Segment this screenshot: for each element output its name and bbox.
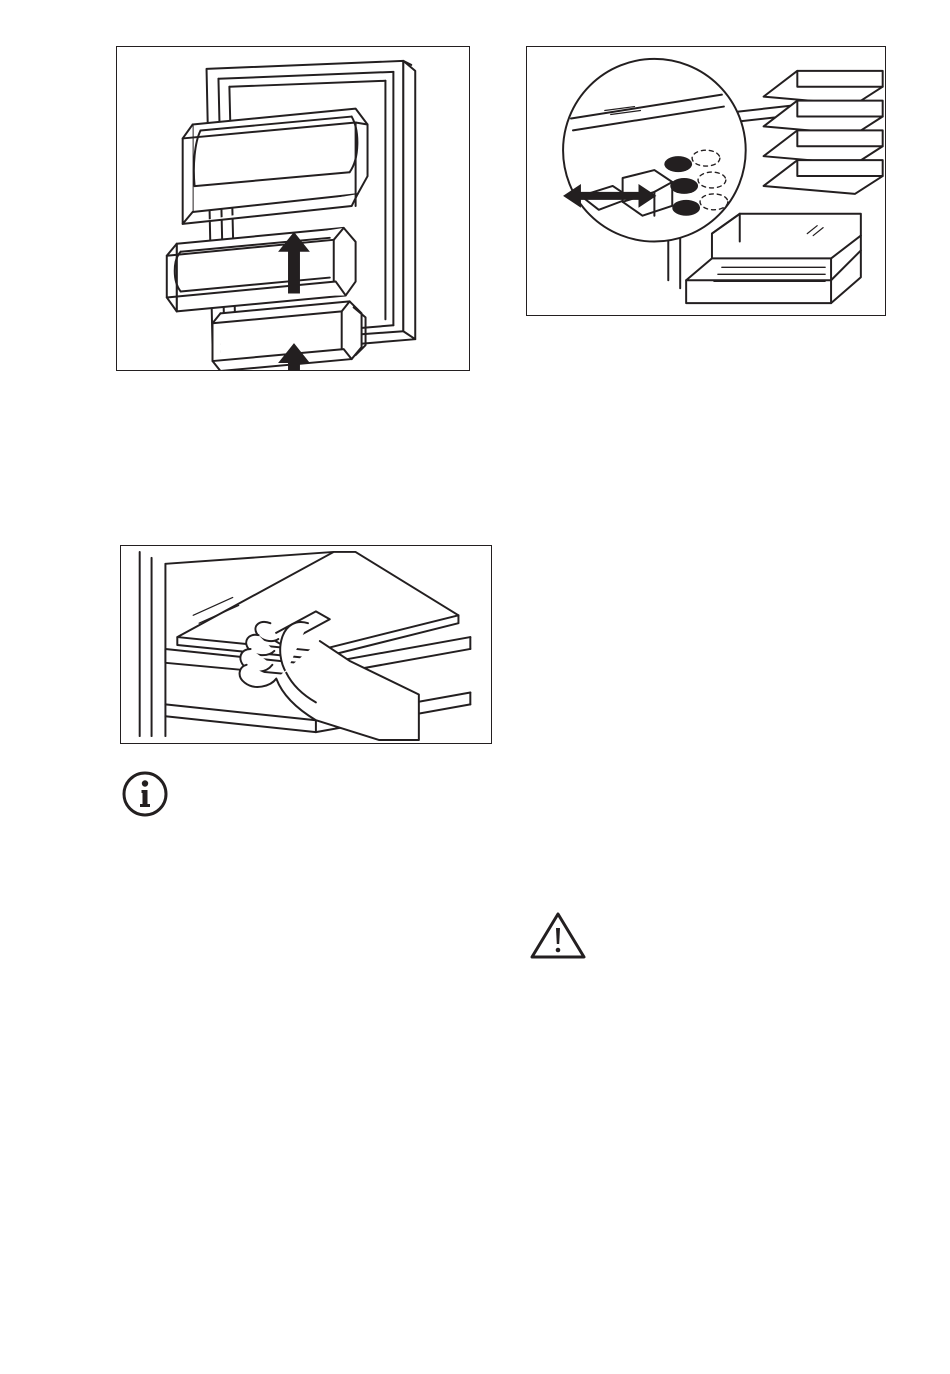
figure-humidity-control [526, 46, 886, 316]
warning-icon [529, 910, 587, 960]
figure-glass-shelf-adjustment [120, 545, 492, 744]
information-icon [121, 770, 169, 818]
figure-door-shelf-removal [116, 46, 470, 371]
